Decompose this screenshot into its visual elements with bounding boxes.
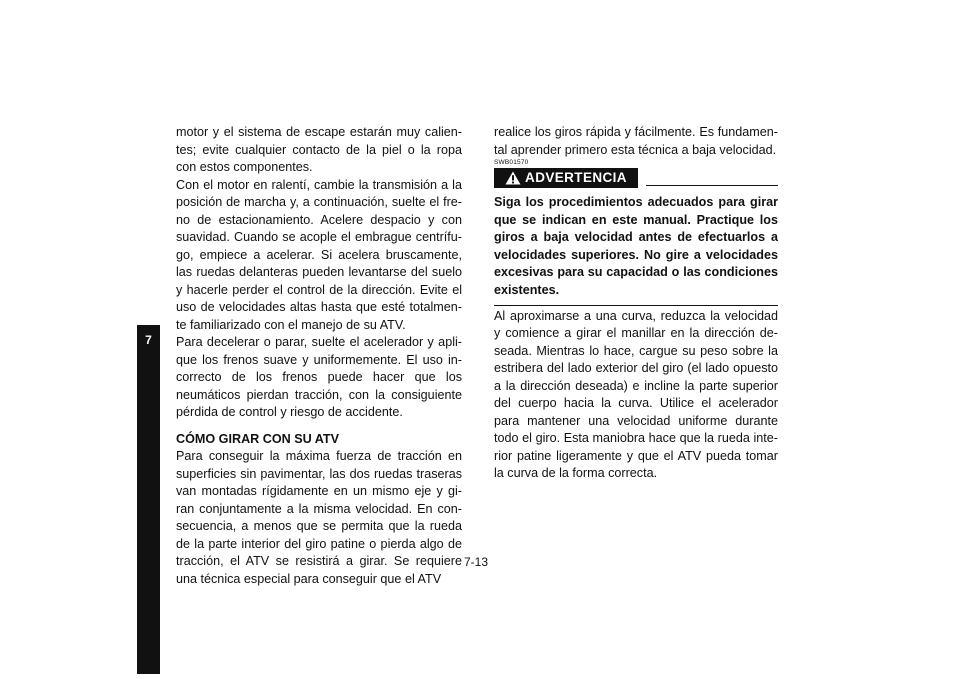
warning-divider xyxy=(494,305,778,306)
warning-header-line xyxy=(646,185,778,186)
warning-header xyxy=(494,168,778,188)
section-tab xyxy=(137,325,160,674)
paragraph: Para decelerar o parar, suelte el acelerador y apli-que los frenos suave y uniformemente. El uso in-correcto de los frenos puede hacer que los neumáticos pierdan tracción, con la consiguiente pérdida de control y riesgo de accidente. xyxy=(176,335,462,419)
warning-code: SWB01570 xyxy=(494,159,529,166)
right-column xyxy=(494,124,778,483)
section-heading: CÓMO GIRAR CON SU ATV xyxy=(176,431,340,446)
page-number: 7-13 xyxy=(464,555,489,569)
paragraph: motor y el sistema de escape estarán muy calien-tes; evite cualquier contacto de la piel o la ropa con estos componentes. xyxy=(176,125,462,174)
warning-text: Siga los procedimientos adecuados para girar que se indican en este manual. Practique los giros a baja velocidad antes de efectuarlos a velocidades superiores. No gire a velocidades excesivas para su capacidad o las condiciones existentes. xyxy=(494,195,778,297)
paragraph: Para conseguir la máxima fuerza de tracción en superficies sin pavimentar, las dos ruedas traseras van montadas rígidamente en un mismo eje y gi-ran conjuntamente a la misma velocidad. En con-secuencia, a menos que se permita que la rueda de la parte interior del giro patine o pierda algo de tracción, el ATV se resistirá a girar. Se requiere una técnica especial para conseguir que el ATV xyxy=(176,449,462,586)
warning-label: ADVERTENCIA xyxy=(525,170,627,186)
section-tab-label: 7 xyxy=(145,333,152,347)
paragraph: Con el motor en ralentí, cambie la transmisión a la posición de marcha y, a continuación, suelte el fre-no de estacionamiento. Acelere despacio y con suavidad. Cuando se acople el embrague centrífu-go, empiece a acelerar. Si acelera bruscamente, las ruedas delanteras pueden levantarse del suelo y hacerle perder el control de la dirección. Evite el uso de velocidades altas hasta que esté totalmen-te familiarizado con el manejo de su ATV. xyxy=(176,177,462,332)
paragraph: Al aproximarse a una curva, reduzca la velocidad y comience a girar el manillar en la dirección de-seada. Mientras lo hace, cargue su peso sobre la estribera del lado exterior del giro (el lado opuesto a la dirección deseada) e incline la parte superior del cuerpo hacia la curva. Utilice el acelerador para mantener una velocidad uniforme durante todo el giro. Esta maniobra hace que la rueda inte-rior patine ligeramente y que el ATV pueda tomar la curva de la forma correcta. xyxy=(494,308,778,481)
paragraph: realice los giros rápida y fácilmente. Es fundamen-tal aprender primero esta técnica a baja velocidad. xyxy=(494,125,778,157)
warning-triangle-icon xyxy=(505,171,521,185)
warning-label-box xyxy=(494,168,638,188)
left-column xyxy=(176,124,462,588)
